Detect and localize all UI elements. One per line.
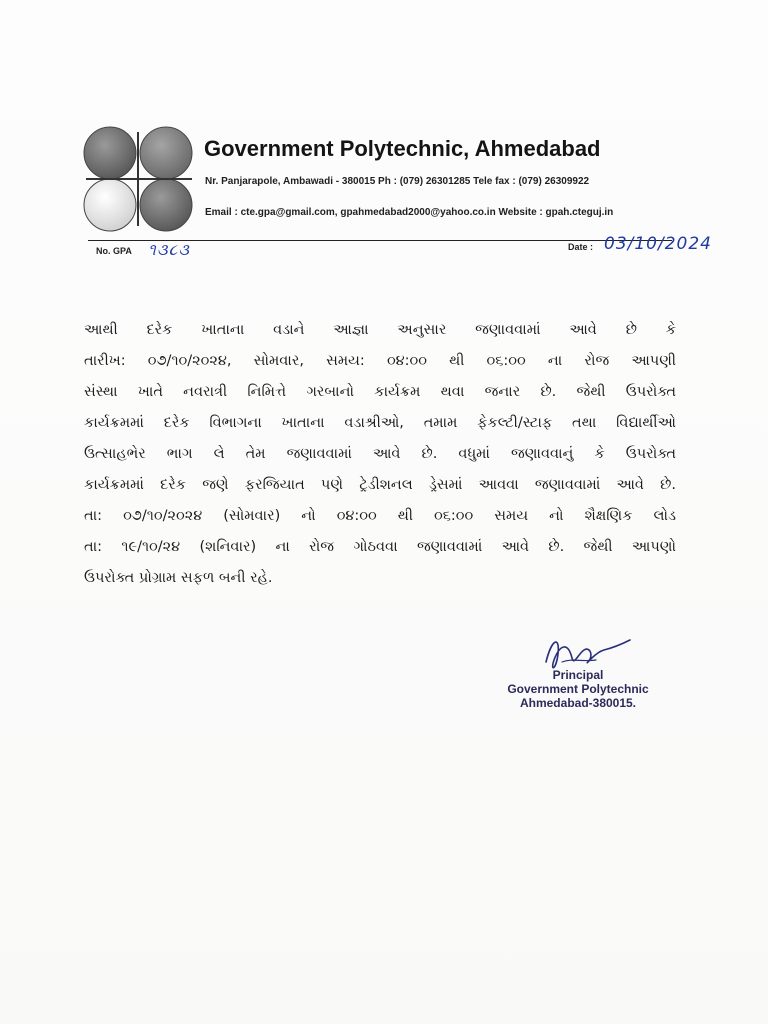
date-value: 03/10/2024 xyxy=(604,234,712,254)
body-line: ઉત્સાહભેર ભાગ લે તેમ જણાવવામાં આવે છે. વધુમાં જણાવવાનું કે ઉપરોક્ત xyxy=(84,446,676,462)
institute-logo-icon xyxy=(80,126,198,232)
address-line: Nr. Panjarapole, Ambawadi - 380015 Ph : (079) 26301285 Tele fax : (079) 26309922 xyxy=(205,176,590,187)
date-label: Date : xyxy=(568,242,594,252)
signatory-org: Government Polytechnic xyxy=(507,682,649,696)
body-line: આથી દરેક ખાતાના વડાને આજ્ઞા અનુસાર જણાવવામાં આવે છે કે xyxy=(84,322,676,338)
body-line: તા: ૦૭/૧૦/૨૦૨૪ (સોમવાર) નો ૦૪:૦૦ થી ૦૬:૦૦ સમય નો શૈક્ષણિક લોડ xyxy=(84,508,676,524)
institute-name: Government Polytechnic, Ahmedabad xyxy=(204,136,601,161)
body-line: તારીખ: ૦૭/૧૦/૨૦૨૪, સોમવાર, સમય: ૦૪:૦૦ થી ૦૬:૦૦ ના રોજ આપણી xyxy=(84,353,676,369)
signature-block xyxy=(492,668,664,710)
reference-label: No. GPA xyxy=(96,246,132,256)
notice-body xyxy=(84,315,676,594)
body-line: સંસ્થા ખાતે નવરાત્રી નિમિત્તે ગરબાનો કાર્યક્રમ થવા જનાર છે. જેથી ઉપરોક્ત xyxy=(84,384,676,400)
reference-number: ૧૩૮૩ xyxy=(148,240,190,259)
contact-line: Email : cte.gpa@gmail.com, gpahmedabad2000@yahoo.co.in Website : gpah.cteguj.in xyxy=(205,207,614,218)
signatory-place: Ahmedabad-380015. xyxy=(519,696,637,710)
body-line: કાર્યક્રમમાં દરેક વિભાગના ખાતાના વડાશ્રીઓ, તમામ ફેકલ્ટી/સ્ટાફ તથા વિદ્યાર્થીઓ xyxy=(84,415,676,431)
body-line: કાર્યક્રમમાં દરેક જણે ફરજિયાત પણે ટ્રેડીશનલ ડ્રેસમાં આવવા જણાવવામાં આવે છે. xyxy=(84,477,676,493)
signatory-title: Principal xyxy=(552,668,604,682)
body-line: ઉપરોક્ત પ્રોગ્રામ સફળ બની રહે. xyxy=(84,570,273,586)
body-line: તા: ૧૯/૧૦/૨૪ (શનિવાર) ના રોજ ગોઠવવા જણાવવામાં આવે છે. જેથી આપણો xyxy=(84,539,676,555)
